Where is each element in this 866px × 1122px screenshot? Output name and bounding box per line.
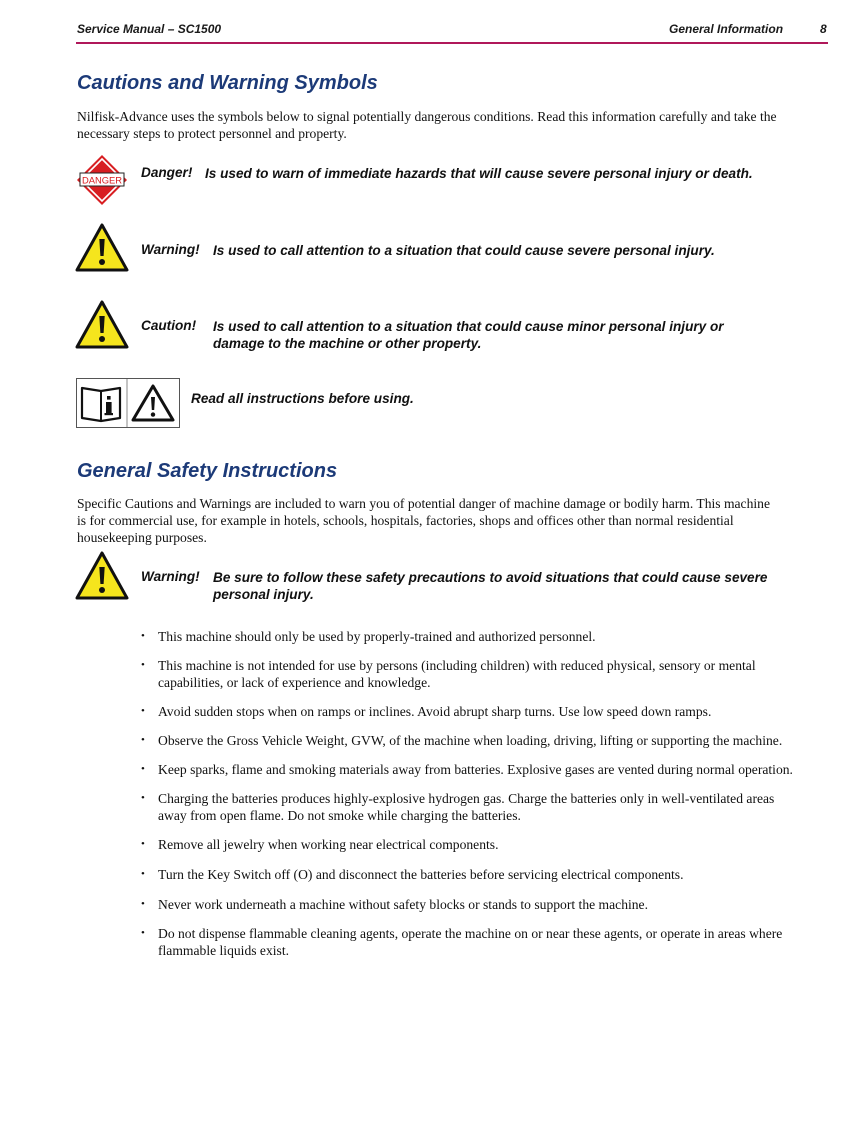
safety-bullet-list xyxy=(140,628,800,959)
caution-triangle-icon xyxy=(75,300,129,350)
danger-diamond-icon xyxy=(76,154,128,206)
section-intro-cautions: Nilfisk-Advance uses the symbols below to signal potentially dangerous conditions. Read this information carefully and take the necessary steps to protect personnel and property. xyxy=(77,109,777,141)
caution-description: Is used to call attention to a situation that could cause minor personal injury or damage to the machine or other property. xyxy=(213,319,724,351)
list-item: • Never work underneath a machine without safety blocks or stands to support the machine. xyxy=(140,896,800,913)
header-section-title: General Information xyxy=(669,22,784,36)
read-manual-icon xyxy=(76,378,180,428)
header-rule xyxy=(76,42,828,44)
section-title-cautions: Cautions and Warning Symbols xyxy=(77,72,378,94)
list-item: • Avoid sudden stops when on ramps or inclines. Avoid abrupt sharp turns. Use low speed down ramps. xyxy=(140,703,800,720)
warning-label: Warning! xyxy=(141,242,200,257)
list-item: • Turn the Key Switch off (O) and disconnect the batteries before servicing electrical components. xyxy=(140,866,800,883)
safety-warning-triangle-icon xyxy=(75,551,129,601)
list-item: • Remove all jewelry when working near electrical components. xyxy=(140,836,800,853)
danger-description: Is used to warn of immediate hazards that will cause severe personal injury or death. xyxy=(205,166,753,181)
header-manual-title: Service Manual – SC1500 xyxy=(77,22,222,36)
read-instructions-text: Read all instructions before using. xyxy=(191,391,414,406)
danger-label: Danger! xyxy=(141,165,193,180)
warning-triangle-icon xyxy=(75,223,129,273)
danger-icon-text: DANGER xyxy=(81,174,123,186)
header-page-number: 8 xyxy=(820,22,827,36)
list-item: • Observe the Gross Vehicle Weight, GVW, of the machine when loading, driving, lifting or supporting the machine. xyxy=(140,732,800,749)
section-title-safety: General Safety Instructions xyxy=(77,460,338,482)
safety-warning-label: Warning! xyxy=(141,569,200,584)
list-item: • This machine is not intended for use by persons (including children) with reduced physical, sensory or mental capabilities, or lack of experience and knowledge. xyxy=(140,657,800,691)
list-item: • Charging the batteries produces highly-explosive hydrogen gas. Charge the batteries only in well-ventilated areas away from open flame. Do not smoke while charging the batteries. xyxy=(140,790,800,824)
section-intro-safety: Specific Cautions and Warnings are included to warn you of potential danger of machine damage or bodily harm. This machine is for commercial use, for example in hotels, schools, hospitals, factories, shops and offices other than normal residential housekeeping purposes. xyxy=(77,496,770,545)
warning-description: Is used to call attention to a situation that could cause severe personal injury. xyxy=(213,243,715,258)
list-item: • This machine should only be used by properly-trained and authorized personnel. xyxy=(140,628,800,645)
list-item: • Keep sparks, flame and smoking materials away from batteries. Explosive gases are vented during normal operation. xyxy=(140,761,800,778)
safety-warning-description: Be sure to follow these safety precautions to avoid situations that could cause severe personal injury. xyxy=(213,570,768,602)
caution-label: Caution! xyxy=(141,318,197,333)
list-item: • Do not dispense flammable cleaning agents, operate the machine on or near these agents, or operate in areas where flammable liquids exist. xyxy=(140,925,800,959)
